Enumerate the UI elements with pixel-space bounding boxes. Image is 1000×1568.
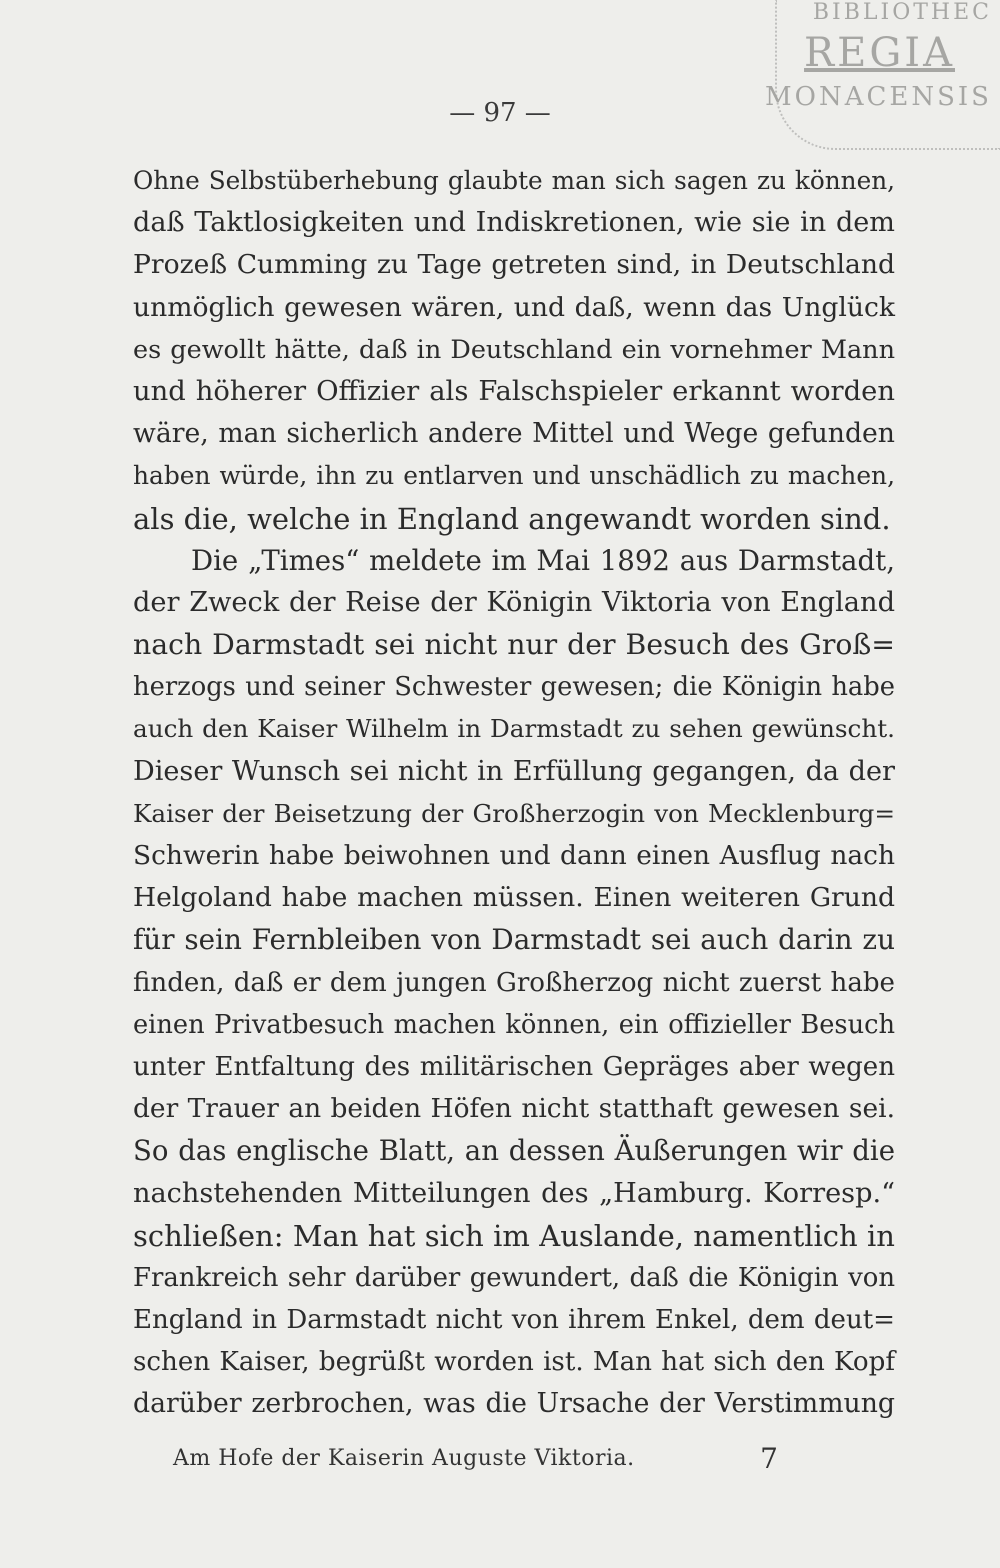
text-line: wäre, man sicherlich andere Mittel und Wege gefunden [133, 418, 895, 450]
text-line: Kaiser der Beisetzung der Großherzogin von Mecklenburg= [133, 798, 895, 828]
text-line: Schwerin habe beiwohnen und dann einen Ausflug nach [133, 840, 895, 871]
text-line: und höherer Offizier als Falschspieler erkannt worden [133, 375, 895, 407]
text-line: So das englische Blatt, an dessen Äußerungen wir die [133, 1135, 895, 1168]
page-footer [173, 1442, 778, 1482]
text-line: daß Taktlosigkeiten und Indiskretionen, wie sie in dem [133, 207, 895, 239]
text-line: England in Darmstadt nicht von ihrem Enkel, dem deut= [133, 1305, 895, 1336]
text-line: als die, welche in England angewandt worden sind. [133, 501, 891, 536]
text-line: Dieser Wunsch sei nicht in Erfüllung gegangen, da der [133, 755, 895, 787]
text-line: Prozeß Cumming zu Tage getreten sind, in Deutschland [133, 249, 895, 281]
text-line: haben würde, ihn zu entlarven und unschädlich zu machen, [133, 461, 895, 491]
stamp-line-3: MONACENSIS [765, 82, 992, 112]
text-line: einen Privatbesuch machen können, ein offizieller Besuch [133, 1009, 895, 1040]
text-line: Frankreich sehr darüber gewundert, daß die Königin von [133, 1262, 895, 1293]
text-line: finden, daß er dem jungen Großherzog nicht zuerst habe [133, 967, 895, 998]
text-line: schließen: Man hat sich im Auslande, namentlich in [133, 1218, 895, 1253]
stamp-line-2: REGIA [804, 30, 955, 76]
text-line: der Trauer an beiden Höfen nicht statthaft gewesen sei. [133, 1093, 895, 1125]
text-line: auch den Kaiser Wilhelm in Darmstadt zu sehen gewünscht. [133, 714, 895, 744]
text-line: herzogs und seiner Schwester gewesen; die Königin habe [133, 672, 895, 703]
stamp-line-1: BIBLIOTHEC [812, 0, 992, 25]
text-line: unmöglich gewesen wären, und daß, wenn das Unglück [133, 291, 895, 323]
text-line: darüber zerbrochen, was die Ursache der Verstimmung [133, 1388, 895, 1420]
page-number: — 97 — [449, 98, 551, 128]
text-line: schen Kaiser, begrüßt worden ist. Man hat sich den Kopf [133, 1347, 895, 1378]
text-line: es gewollt hätte, daß in Deutschland ein vornehmer Mann [133, 334, 895, 365]
body-text [133, 160, 895, 1426]
text-line: nach Darmstadt sei nicht nur der Besuch des Groß= [133, 628, 895, 662]
text-line: Ohne Selbstüberhebung glaubte man sich sagen zu können, [133, 166, 895, 195]
running-footer-title: Am Hofe der Kaiserin Auguste Viktoria. [173, 1446, 635, 1471]
text-line: unter Entfaltung des militärischen Gepräges aber wegen [133, 1051, 895, 1082]
text-line: Die „Times“ meldete im Mai 1892 aus Darmstadt, [191, 543, 895, 577]
text-line: Helgoland habe machen müssen. Einen weiteren Grund [133, 882, 895, 914]
text-line: nachstehenden Mitteilungen des „Hamburg. Korresp.“ [133, 1177, 895, 1209]
text-line: der Zweck der Reise der Königin Viktoria von England [133, 586, 895, 618]
text-line: für sein Fernbleiben von Darmstadt sei auch darin zu [133, 923, 895, 957]
sheet-signature: 7 [760, 1442, 778, 1475]
